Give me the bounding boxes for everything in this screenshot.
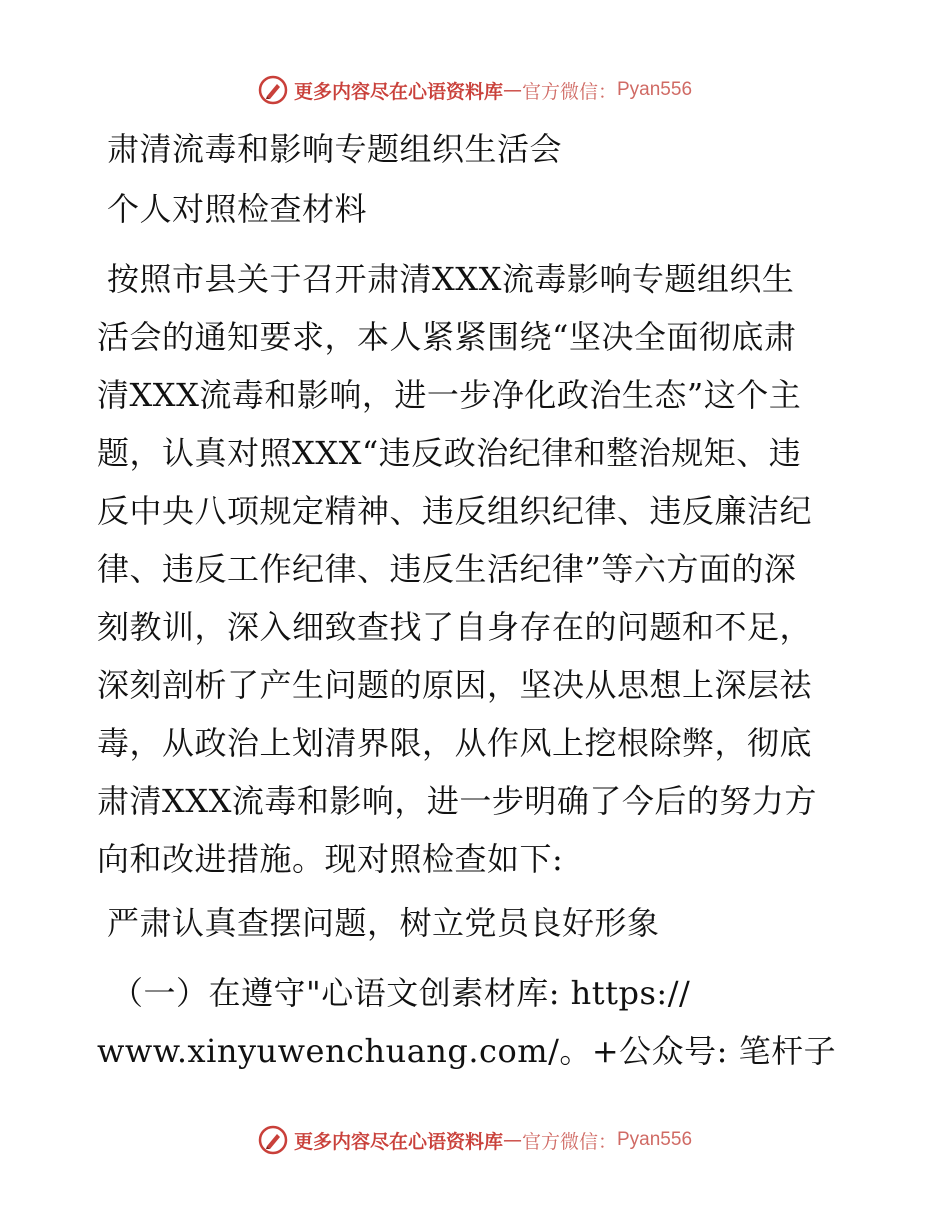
body-line: 刻教训，深入细致查找了自身存在的问题和不足， — [97, 608, 813, 646]
body-line: 律、违反工作纪律、违反生活纪律”等六方面的深 — [97, 550, 797, 588]
watermark-wechat-id: Pyan556 — [617, 1129, 693, 1150]
watermark-sub-text: 官方微信： — [521, 80, 617, 103]
item-line: （一）在遵守"心语文创素材库: https:// — [111, 974, 691, 1012]
body-line: 向和改进措施。现对照检查如下: — [97, 840, 564, 878]
body-line: 活会的通知要求，本人紧紧围绕“坚决全面彻底肃 — [97, 318, 797, 356]
item-line: www.xinyuwenchuang.com/。+公众号: 笔杆子 — [97, 1032, 837, 1070]
body-line: 毒，从政治上划清界限，从作风上挖根除弊，彻底 — [97, 724, 813, 762]
watermark-wechat-id: Pyan556 — [617, 79, 693, 100]
pen-logo-icon — [258, 1125, 288, 1155]
watermark-main-text: 更多内容尽在心语资料库 — [293, 1130, 503, 1153]
section-item — [97, 964, 857, 1080]
watermark-header — [0, 70, 950, 110]
section-heading: 严肃认真查摆问题，树立党员良好形象 — [107, 904, 660, 942]
document-subtitle: 个人对照检查材料 — [107, 190, 368, 228]
body-line: 肃清XXX流毒和影响，进一步明确了今后的努力方 — [97, 782, 817, 820]
document-content — [97, 120, 857, 1080]
watermark-footer — [0, 1120, 950, 1160]
watermark-dash: — — [502, 1129, 522, 1151]
watermark-sub-text: 官方微信： — [521, 1130, 617, 1153]
body-line: 按照市县关于召开肃清XXX流毒影响专题组织生 — [107, 260, 795, 298]
watermark-main-text: 更多内容尽在心语资料库 — [293, 80, 503, 103]
body-paragraph — [97, 250, 857, 888]
body-line: 深刻剖析了产生问题的原因，坚决从思想上深层祛 — [97, 666, 813, 704]
pen-logo-icon — [258, 75, 288, 105]
body-line: 清XXX流毒和影响，进一步净化政治生态”这个主 — [97, 376, 802, 414]
watermark-dash: — — [502, 79, 522, 101]
body-line: 题，认真对照XXX“违反政治纪律和整治规矩、违 — [97, 434, 802, 472]
document-title: 肃清流毒和影响专题组织生活会 — [107, 130, 563, 168]
body-line: 反中央八项规定精神、违反组织纪律、违反廉洁纪 — [97, 492, 813, 530]
